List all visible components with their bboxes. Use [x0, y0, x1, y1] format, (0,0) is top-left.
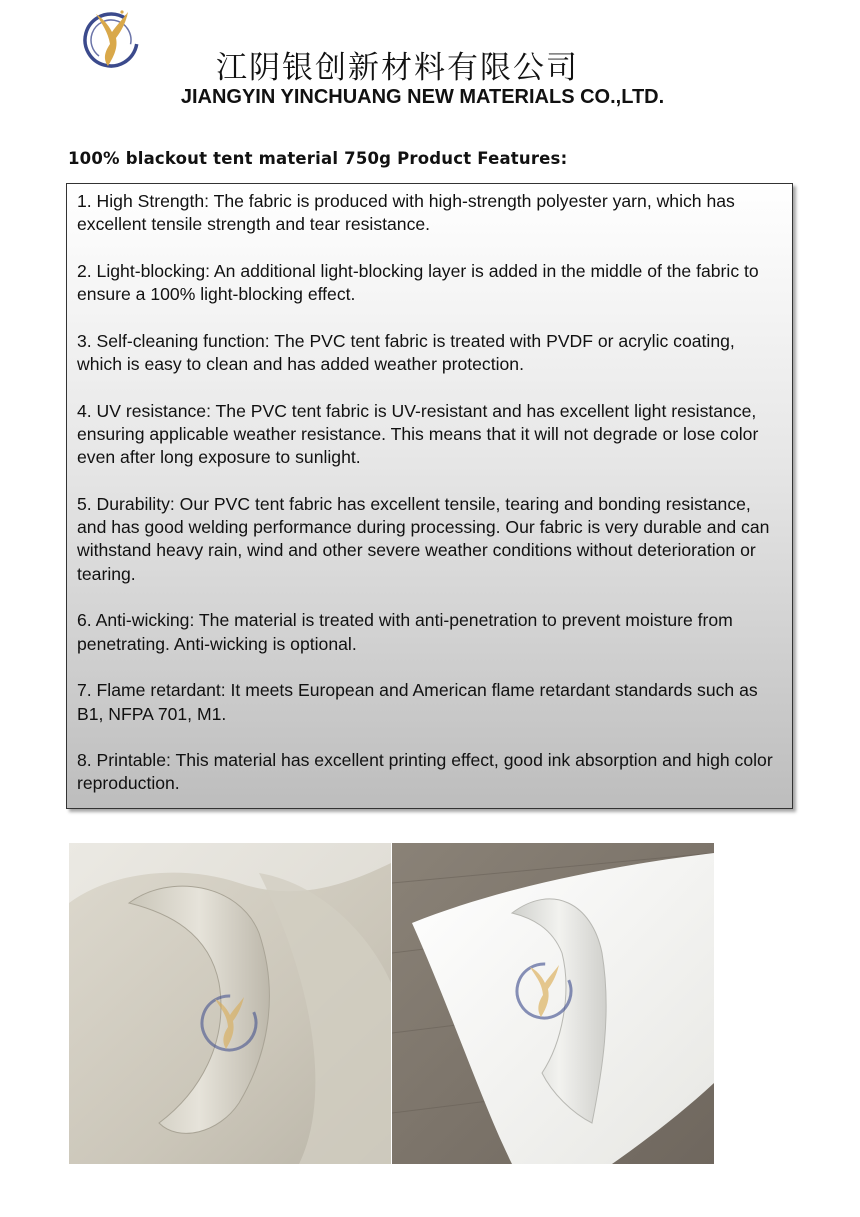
feature-item: 7. Flame retardant: It meets European and American flame retardant standards such as B1, NFPA 701, M1.	[77, 680, 758, 724]
feature-item: 8. Printable: This material has excellent printing effect, good ink absorption and high color reproduction.	[77, 750, 773, 794]
white-fabric-photo	[392, 843, 714, 1164]
features-heading: 100% blackout tent material 750g Product Features:	[68, 149, 568, 168]
company-name-english: JIANGYIN YINCHUANG NEW MATERIALS CO.,LTD.	[180, 86, 665, 108]
feature-item: 3. Self-cleaning function: The PVC tent fabric is treated with PVDF or acrylic coating, which is easy to clean and has added weather protection.	[77, 330, 735, 375]
feature-item: 6. Anti-wicking: The material is treated with anti-penetration to prevent moisture from penetrating. Anti-wicking is optional.	[77, 610, 733, 654]
feature-item: 4. UV resistance: The PVC tent fabric is UV-resistant and has excellent light resistance, ensuring applicable weather resistance. This means that it will not degrade or lose color even after long exposure to sunlight.	[77, 400, 759, 468]
feature-item: 5. Durability: Our PVC tent fabric has excellent tensile, tearing and bonding resistance, and has good welding performance during processing. Our fabric is very durable and can withstand heavy rain, wind and other severe weather conditions without deterioration or tearing.	[77, 493, 770, 584]
feature-item: 1. High Strength: The fabric is produced with high-strength polyester yarn, which has excellent tensile strength and tear resistance.	[77, 191, 735, 235]
beige-fabric-photo	[69, 843, 391, 1164]
feature-item: 2. Light-blocking: An additional light-blocking layer is added in the middle of the fabric to ensure a 100% light-blocking effect.	[77, 260, 759, 305]
company-name-chinese: 江阴银创新材料有限公司	[216, 50, 579, 86]
features-box	[66, 183, 793, 809]
